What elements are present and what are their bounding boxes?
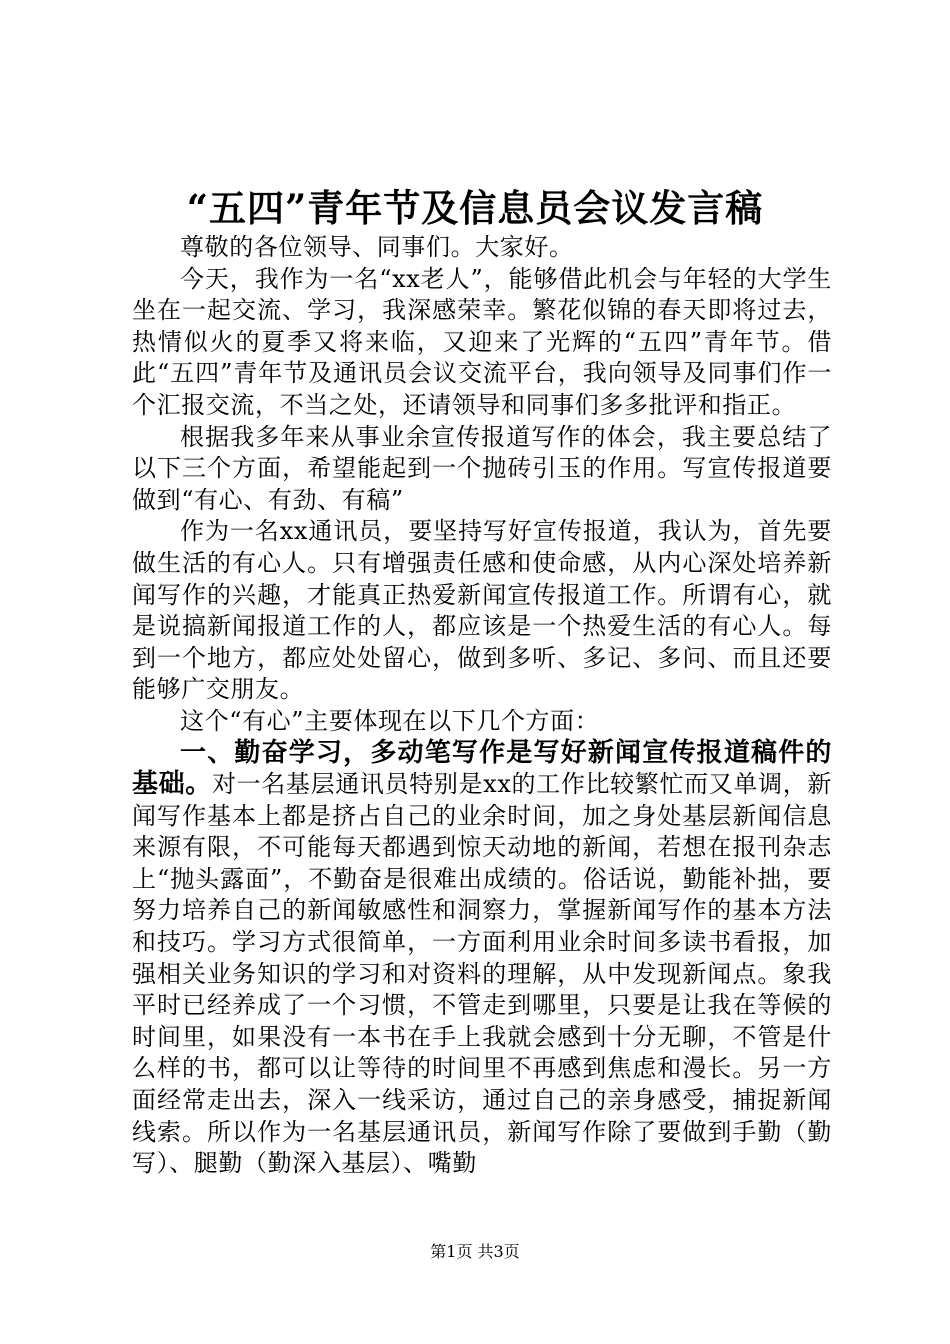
paragraph-greeting: 尊敬的各位领导、同事们。大家好。 (180, 233, 574, 261)
paragraph-summary: 根据我多年来从事业余宣传报道写作的体会，我主要总结了以下三个方面，希望能起到一个抛砖引玉的作用。写宣传报道要做到“有心、有劲、有稿” (132, 422, 832, 514)
document-body (132, 232, 832, 1180)
document-title: “五四”青年节及信息员会议发言稿 (186, 186, 764, 230)
paragraph-introduction: 今天，我作为一名“xx老人”，能够借此机会与年轻的大学生坐在一起交流、学习，我深感荣幸。繁花似锦的春天即将过去，热情似火的夏季又将来临，又迎来了光辉的“五四”青年节。借此“五四”青年节及通讯员会议交流平台，我向领导及同事们作一个汇报交流，不当之处，还请领导和同事们多多批评和指正。 (132, 264, 832, 419)
section-one-heading: 一、勤奋学习，多动笔写作是写好新闻宣传报道稿件的基础。 (132, 737, 832, 800)
section-one-paragraph (132, 738, 832, 1180)
section-one-text: 对一名基层通讯员特别是xx的工作比较繁忙而又单调，新闻写作基本上都是挤占自己的业余时间，加之身处基层新闻信息来源有限，不可能每天都遇到惊天动地的新闻，若想在报刊杂志上“抛头露面”，不勤奋是很难出成绩的。俗话说，勤能补拙，要努力培养自己的新闻敏感性和洞察力，掌握新闻写作的基本方法和技巧。学习方式很简单，一方面利用业余时间多读书看报，加强相关业务知识的学习和对资料的理解，从中发现新闻点。象我平时已经养成了一个习惯，不管走到哪里，只要是让我在等候的时间里，如果没有一本书在手上我就会感到十分无聊，不管是什么样的书，都可以让等待的时间里不再感到焦虑和漫长。另一方面经常走出去，深入一线采访，通过自己的亲身感受，捕捉新闻线索。所以作为一名基层通讯员，新闻写作除了要做到手勤（勤写）、腿勤（勤深入基层）、嘴勤 (132, 770, 832, 1178)
paragraph-aspects-intro: 这个“有心”主要体现在以下几个方面： (180, 706, 600, 735)
paragraph-attentive-person: 作为一名xx通讯员，要坚持写好宣传报道，我认为，首先要做生活的有心人。只有增强责任感和使命感，从内心深处培养新闻写作的兴趣，才能真正热爱新闻宣传报道工作。所谓有心，就是说搞新闻报道工作的人，都应该是一个热爱生活的有心人。每到一个地方，都应处处留心，做到多听、多记、多问、而且还要能够广交朋友。 (132, 517, 832, 704)
page-number-footer: 第1页 共3页 (430, 1242, 520, 1261)
